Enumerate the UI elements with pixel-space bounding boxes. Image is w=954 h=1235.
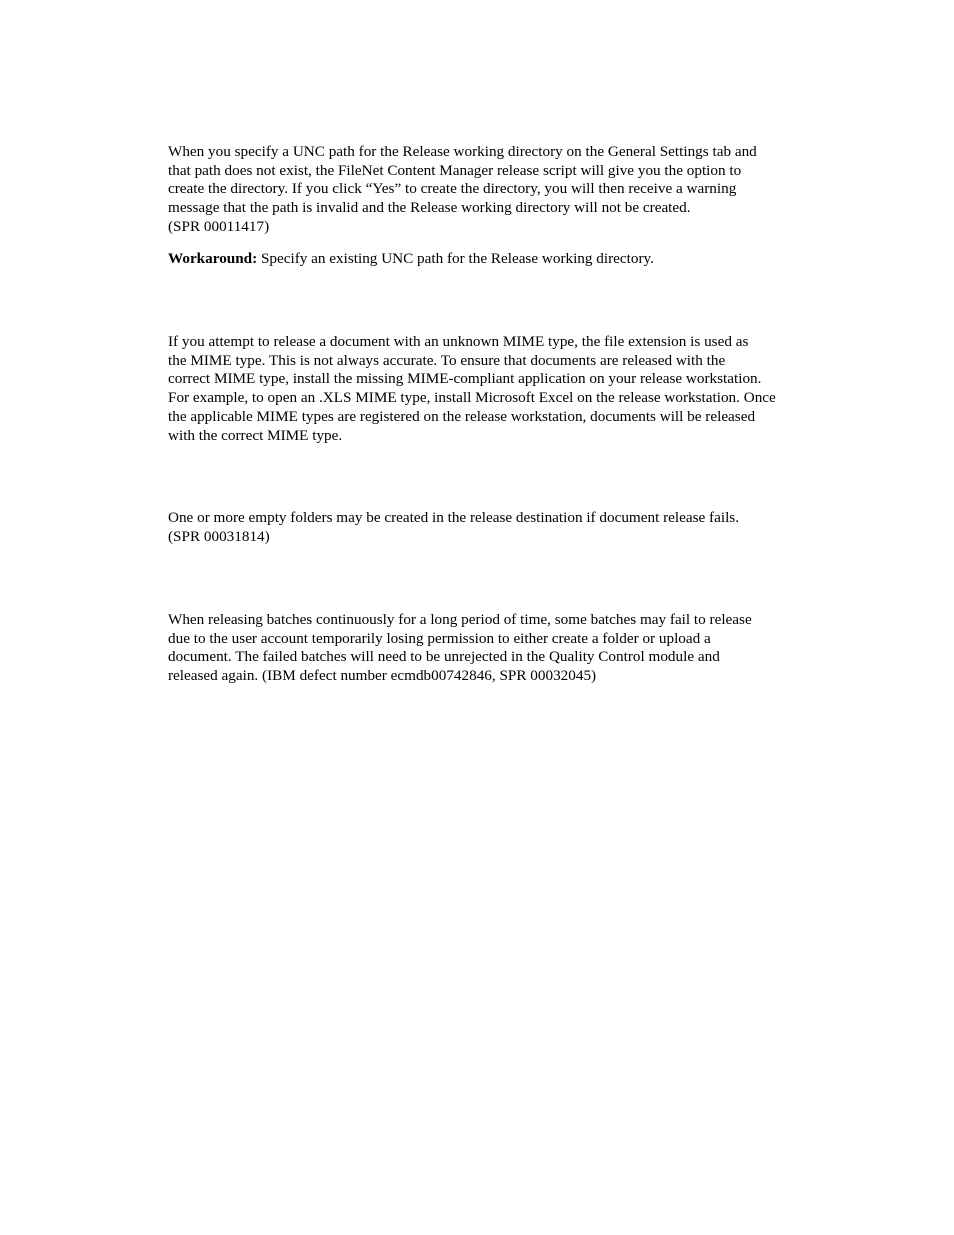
workaround-text: Specify an existing UNC path for the Release working directory. <box>257 250 654 267</box>
unc-path-paragraph: When you specify a UNC path for the Release working directory on the General Settings tab and that path does not exist, the FileNet Content Manager release script will give you the option to create the directory. If you click “Yes” to create the directory, you will then receive a warning message that the path is invalid and the Release working directory will not be created. (SPR 00011417) <box>168 143 757 235</box>
workaround-paragraph <box>168 250 848 269</box>
empty-folders-paragraph: One or more empty folders may be created in the release destination if document release fails. (SPR 00031814) <box>168 509 739 545</box>
mime-type-paragraph: If you attempt to release a document with an unknown MIME type, the file extension is used as the MIME type. This is not always accurate. To ensure that documents are released with the correct MIME type, install the missing MIME-compliant application on your release workstation. For example, to open an .XLS MIME type, install Microsoft Excel on the release workstation. Once the applicable MIME types are registered on the release workstation, documents will be released with the correct MIME type. <box>168 333 776 444</box>
batch-release-paragraph: When releasing batches continuously for a long period of time, some batches may fail to release due to the user account temporarily losing permission to either create a folder or upload a document. The failed batches will need to be unrejected in the Quality Control module and released again. (IBM defect number ecmdb00742846, SPR 00032045) <box>168 611 752 685</box>
workaround-label: Workaround: <box>168 250 258 267</box>
